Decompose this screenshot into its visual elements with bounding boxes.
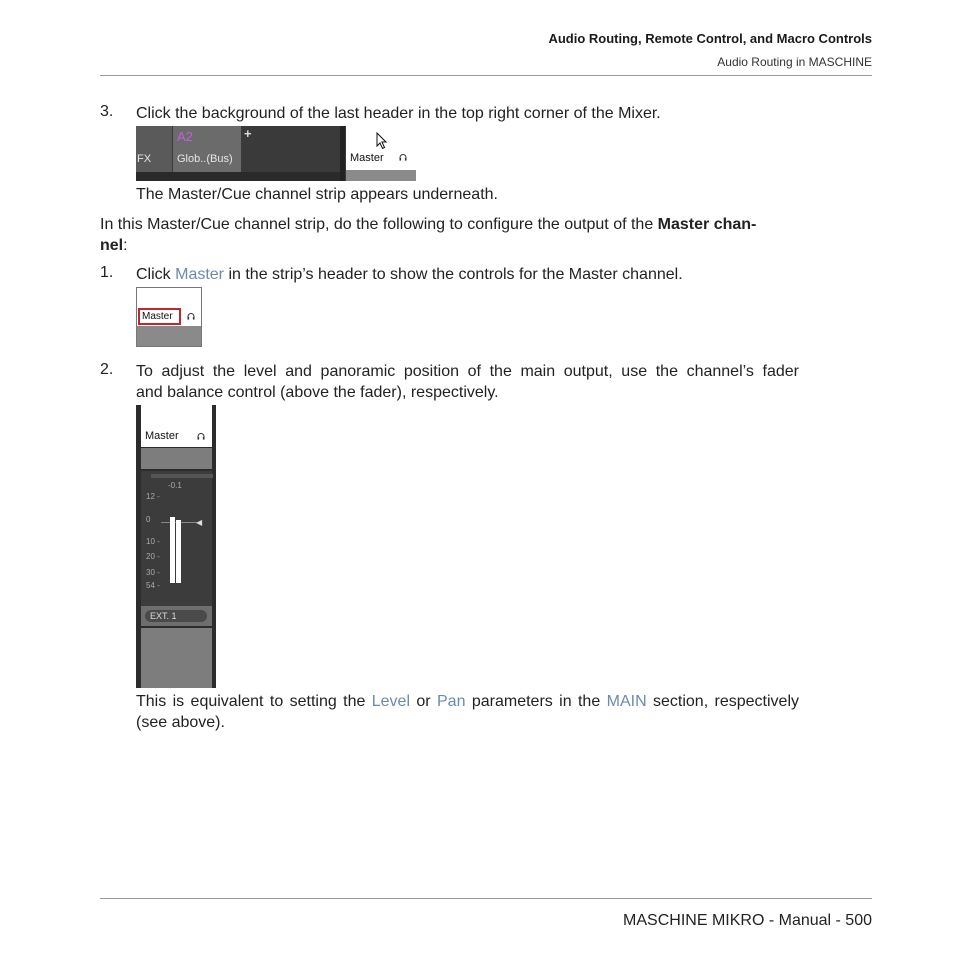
intro-bold-end: nel <box>100 237 124 254</box>
intro-paragraph <box>100 214 799 235</box>
output-selector[interactable]: EXT. 1 <box>145 610 207 622</box>
master-header-bg <box>137 288 201 326</box>
page-footer: MASCHINE MIKRO - Manual - 500 <box>623 912 872 929</box>
equivalence-text <box>136 691 799 712</box>
master-label: Master <box>145 430 179 442</box>
footer-divider <box>100 898 872 899</box>
balance-area <box>141 448 212 469</box>
master-strip-below <box>346 170 416 181</box>
step-pre: Click <box>136 266 176 283</box>
intro-bold: Master chan- <box>657 216 757 233</box>
step-number: 3. <box>100 103 114 120</box>
headphones-icon <box>187 313 195 320</box>
scale-label: 0 <box>146 515 151 524</box>
strip-bottom <box>141 628 212 688</box>
header-title: Audio Routing, Remote Control, and Macro Controls <box>548 31 872 46</box>
step-number: 1. <box>100 264 114 281</box>
bus-label: Glob..(Bus) <box>177 153 233 165</box>
scale-label: 30 - <box>146 568 160 577</box>
meter-bar-right <box>176 520 181 583</box>
fader-handle-icon[interactable]: ◀ <box>196 518 203 527</box>
mixer-header-screenshot <box>136 126 416 181</box>
master-header <box>141 405 212 447</box>
header-divider <box>100 75 872 76</box>
master-highlighted-label: Master <box>138 308 181 325</box>
strip-row <box>136 172 340 181</box>
scale-label: 12 - <box>146 492 160 501</box>
scale-label: 54 - <box>146 581 160 590</box>
step-text: To adjust the level and panoramic position of the main output, use the channel’s fader <box>136 363 799 380</box>
header-subtitle: Audio Routing in MASCHINE <box>717 55 872 69</box>
scale-label: 10 - <box>146 537 160 546</box>
pan-link[interactable]: Pan <box>437 693 466 710</box>
eq-or: or <box>410 693 437 710</box>
column-divider <box>340 126 345 181</box>
headphones-icon <box>399 154 407 161</box>
headphones-icon <box>197 433 205 440</box>
equivalence-text-line2: (see above). <box>136 714 225 731</box>
intro-tail: : <box>123 237 128 254</box>
add-icon: + <box>244 126 252 141</box>
master-header <box>346 126 416 170</box>
meter-top-bar <box>151 474 213 478</box>
output-row <box>141 606 212 626</box>
eq-mid: parameters in the <box>465 693 607 710</box>
step-result: The Master/Cue channel strip appears underneath. <box>136 186 498 203</box>
group-label: A2 <box>177 129 193 144</box>
master-header-screenshot <box>136 287 202 347</box>
main-link[interactable]: MAIN <box>606 693 647 710</box>
step-text <box>136 264 683 285</box>
eq-pre: This is equivalent to setting the <box>136 693 372 710</box>
master-channel-strip-screenshot <box>136 405 216 688</box>
intro-lead: In this Master/Cue channel strip, do the following to configure the output of the <box>100 216 658 233</box>
scale-label: 20 - <box>146 552 160 561</box>
master-label: Master <box>350 152 384 164</box>
step-text: Click the background of the last header in the top right corner of the Mixer. <box>136 105 661 122</box>
level-value: -0.1 <box>168 481 182 490</box>
step-post: in the strip’s header to show the controls for the Master channel. <box>224 266 683 283</box>
level-link[interactable]: Level <box>371 693 410 710</box>
eq-post: section, respectively <box>646 693 800 710</box>
step-text-line2: and balance control (above the fader), respectively. <box>136 384 499 401</box>
master-link[interactable]: Master <box>175 266 225 283</box>
level-meter <box>141 471 212 606</box>
fx-label: FX <box>137 153 152 165</box>
intro-paragraph-line2 <box>100 235 128 256</box>
mouse-cursor-icon <box>376 132 388 150</box>
meter-bar-left <box>170 517 175 583</box>
step-number: 2. <box>100 361 114 378</box>
